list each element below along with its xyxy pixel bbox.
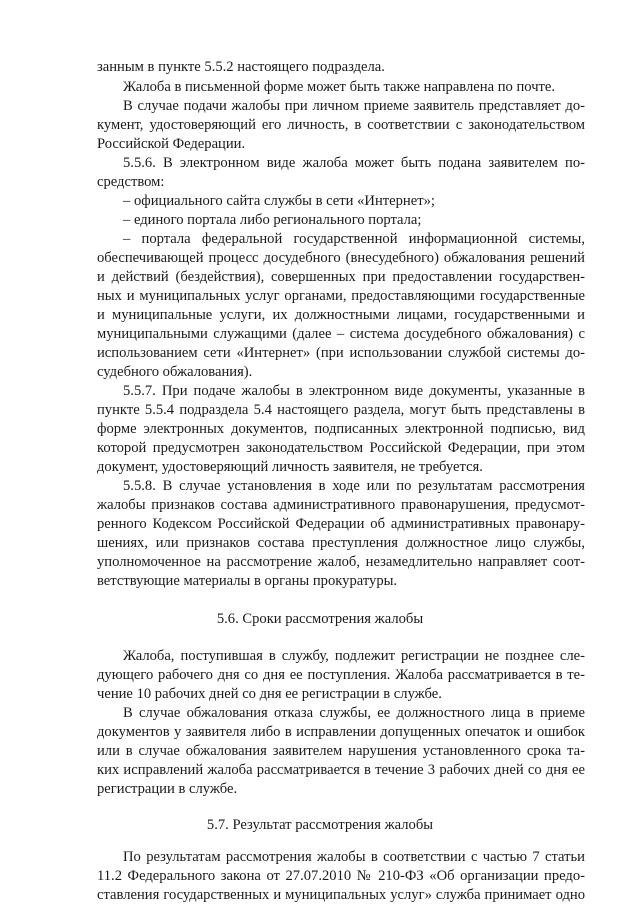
text-line: занным в пункте 5.5.2 настоящего подраздела. — [97, 59, 385, 75]
text-line: обеспечивающей процесс досудебного (внесудебного) обжалования решений — [97, 250, 585, 266]
text-line: которой предусмотрен законодательством Российской Федерации, при этом — [97, 440, 585, 456]
text-line: или в случае обжалования заявителем нарушения установленного срока та- — [97, 743, 585, 759]
text-line: В случае подачи жалобы при личном приеме заявитель представляет до- — [123, 98, 585, 114]
text-line: и муниципальные услуги, их должностными лицами, государственными и — [97, 307, 585, 323]
text-line: средством: — [97, 174, 165, 190]
text-line: ренного Кодексом Российской Федерации об административных правонару- — [97, 516, 585, 532]
text-line: пункте 5.5.4 подраздела 5.4 настоящего раздела, могут быть представлены в — [97, 402, 585, 418]
text-line: В случае обжалования отказа службы, ее должностного лица в приеме — [123, 705, 585, 721]
text-line: 5.5.8. В случае установления в ходе или по результатам рассмотрения — [123, 478, 585, 494]
text-line: дующего рабочего дня со дня ее поступления. Жалоба рассматривается в те- — [97, 667, 585, 683]
section-heading: 5.7. Результат рассмотрения жалобы — [206, 817, 434, 833]
text-line: жалобы признаков состава административного правонарушения, предусмот- — [97, 497, 585, 513]
text-line: форме электронных документов, подписанных электронной подписью, вид — [97, 421, 585, 437]
text-line: документ, удостоверяющий личность заявителя, не требуется. — [97, 459, 483, 475]
text-line: 11.2 Федерального закона от 27.07.2010 № 210-ФЗ «Об организации предо- — [97, 868, 585, 884]
text-line: Жалоба в письменной форме может быть также направлена по почте. — [123, 79, 556, 95]
text-line: ных и муниципальных услуг органами, предоставляющими государственные — [97, 288, 585, 304]
text-line: По результатам рассмотрения жалобы в соответствии с частью 7 статьи — [123, 849, 585, 865]
text-line: ких исправлений жалоба рассматривается в течение 3 рабочих дней со дня ее — [97, 762, 585, 778]
text-line: шениях, или признаков состава преступления должностное лицо службы, — [97, 535, 585, 551]
text-line: Российской Федерации. — [97, 136, 246, 152]
text-line: судебного обжалования). — [97, 364, 253, 380]
text-line: ставления государственных и муниципальных услуг» служба принимает одно — [97, 887, 585, 903]
text-line: ветствующие материалы в органы прокуратуры. — [97, 573, 398, 589]
text-line: 5.5.7. При подаче жалобы в электронном виде документы, указанные в — [123, 383, 585, 399]
text-line: – портала федеральной государственной информационной системы, — [123, 231, 585, 247]
text-line: и действий (бездействия), совершенных при предоставлении государствен- — [97, 269, 585, 285]
text-line: документов у заявителя либо в исправлении допущенных опечаток и ошибок — [97, 724, 585, 740]
text-line: муниципальными служащими (далее – система досудебного обжалования) с — [97, 326, 585, 342]
section-heading: 5.6. Сроки рассмотрения жалобы — [216, 611, 424, 627]
text-line: регистрации в службе. — [97, 781, 238, 797]
text-line: кумент, удостоверяющий его личность, в соответствии с законодательством — [97, 117, 585, 133]
text-line: чение 10 рабочих дней со дня ее регистрации в службе. — [97, 686, 442, 702]
text-line: использованием сети «Интернет» (при использовании службой системы до- — [97, 345, 585, 361]
text-line: Жалоба, поступившая в службу, подлежит регистрации не позднее сле- — [123, 648, 585, 664]
text-line: уполномоченное на рассмотрение жалоб, незамедлительно направляет соот- — [97, 554, 585, 570]
text-line: – единого портала либо регионального портала; — [123, 212, 422, 228]
text-line: 5.5.6. В электронном виде жалоба может быть подана заявителем по- — [123, 155, 585, 171]
text-line: – официального сайта службы в сети «Интернет»; — [123, 193, 435, 209]
